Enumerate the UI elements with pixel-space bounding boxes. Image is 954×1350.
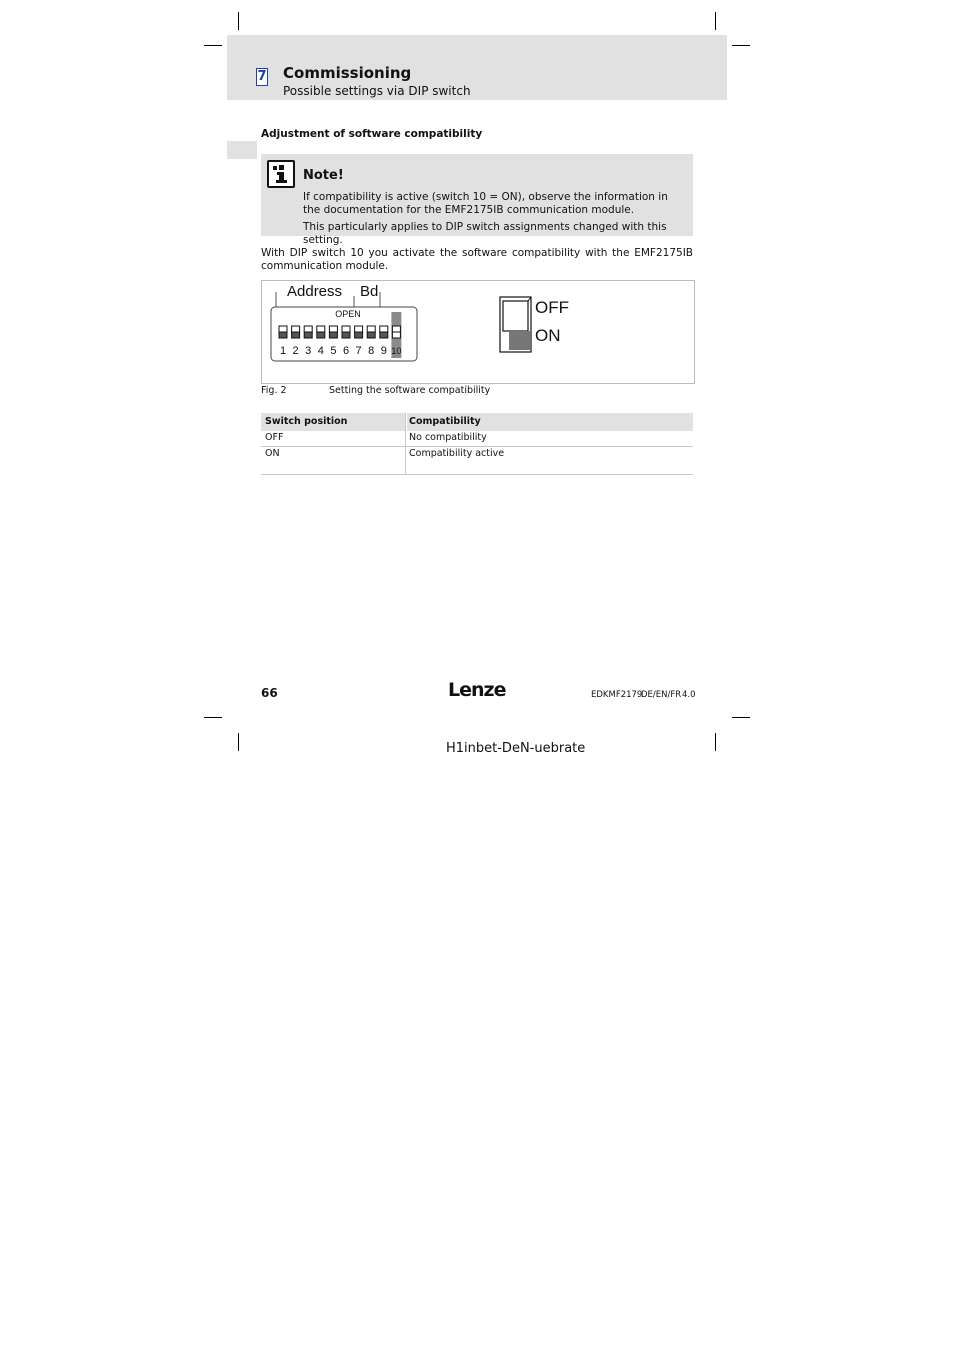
dip-switch-8-top [367, 326, 375, 332]
side-tab [227, 141, 257, 159]
chapter-number: 7 [257, 69, 267, 84]
chapter-title: Commissioning [283, 64, 412, 82]
body-paragraph: With DIP switch 10 you activate the software compatibility with the EMF2175IB communication module. [261, 247, 693, 272]
note-text: This particularly applies to DIP switch assignments changed with this setting. [303, 221, 667, 246]
dip-switch-number: 2 [292, 345, 299, 357]
page-number: 66 [261, 686, 278, 700]
dip-switch-number: 10 [391, 346, 402, 356]
chapter-subtitle: Possible settings via DIP switch [283, 84, 471, 98]
table-cell: OFF [265, 432, 284, 443]
dip-switch-4-top [317, 326, 325, 332]
bd-label: Bd [360, 283, 379, 300]
dip-switch-7-bottom [355, 332, 363, 338]
table-row-divider [261, 446, 693, 447]
table-cell: ON [265, 448, 280, 459]
brand-logo: Lenze [448, 679, 506, 701]
dip-switch-7-top [355, 326, 363, 332]
crop-mark [732, 717, 750, 718]
dip-switch-2-top [292, 326, 300, 332]
crop-mark [715, 733, 716, 751]
dip-switch-10-bottom [392, 332, 400, 338]
dip-switch-3-bottom [304, 332, 312, 338]
address-label: Address [287, 283, 343, 300]
dip-switch-6-bottom [342, 332, 350, 338]
dip-switch-1-bottom [279, 332, 287, 338]
open-label: OPEN [335, 309, 361, 319]
table-bottom-border [261, 474, 693, 475]
dip-switch-number: 4 [317, 345, 324, 357]
dip-switch-2-bottom [292, 332, 300, 338]
figure-caption-number: Fig. 2 [261, 385, 287, 396]
crop-mark [238, 733, 239, 751]
info-icon [267, 160, 295, 188]
dip-switch-number: 3 [305, 345, 312, 357]
crop-mark [238, 12, 239, 30]
off-label: OFF [535, 298, 569, 317]
dip-switch-9-bottom [380, 332, 388, 338]
dip-switch-number: 6 [342, 345, 350, 357]
figure-caption-text: Setting the software compatibility [329, 385, 491, 396]
document-version: 4.0 [682, 690, 696, 700]
dip-switch-10-top [392, 326, 400, 332]
dip-switch-8-bottom [367, 332, 375, 338]
dip-switch-9-top [380, 326, 388, 332]
dip-switch-number: 7 [355, 345, 362, 357]
dip-switch-number: 9 [380, 345, 387, 357]
table-cell: No compatibility [409, 432, 487, 443]
table-column-divider [405, 413, 406, 475]
on-label: ON [535, 326, 561, 345]
dip-switch-5-top [329, 326, 337, 332]
dip-switch-number: 8 [368, 345, 375, 357]
dip-switch-number: 5 [330, 345, 337, 357]
note-title: Note! [303, 168, 344, 183]
table-header-compatibility: Compatibility [409, 416, 481, 427]
document-id: EDKMF2179 [591, 690, 643, 700]
crop-mark [204, 717, 222, 718]
crop-mark [204, 45, 222, 46]
dip-switch-5-bottom [329, 332, 337, 338]
table-cell: Compatibility active [409, 448, 505, 459]
dip-switch-6-top [342, 326, 350, 332]
dip-switch-4-bottom [317, 332, 325, 338]
note-text: If compatibility is active (switch 10 = ON), observe the information in the documentation for the EMF2175IB communication module. [303, 191, 668, 216]
dip-switch-number: 1 [279, 345, 287, 357]
dip-switch-figure [261, 280, 693, 382]
crop-mark [715, 12, 716, 30]
table-header-switch-position: Switch position [265, 416, 348, 427]
crop-mark [732, 45, 750, 46]
enlarged-switch-lever [503, 301, 528, 331]
section-heading: Adjustment of software compatibility [261, 128, 483, 140]
dip-switch-3-top [304, 326, 312, 332]
enlarged-switch-on-fill [509, 331, 530, 350]
file-label: H1inbet-DeN-uebrate [446, 741, 586, 756]
document-languages: DE/EN/FR [641, 690, 682, 700]
dip-switch-1-top [279, 326, 287, 332]
